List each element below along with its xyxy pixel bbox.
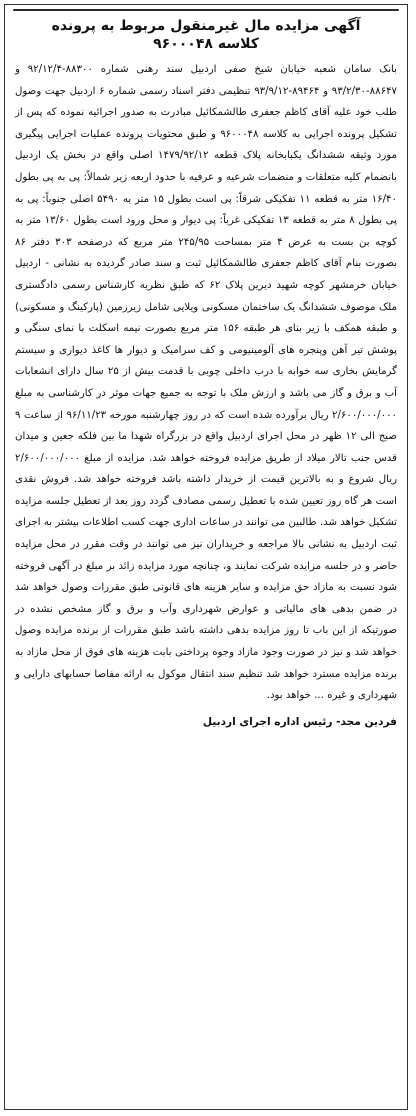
auction-notice — [4, 4, 408, 1110]
header-divider — [5, 5, 407, 15]
signature-line: فردین مجد- رئیس اداره اجرای اردبیل — [202, 715, 397, 728]
notice-title — [13, 17, 399, 53]
title-line-1: آگهی مزایده مال غیرمنقول مربوط به پرونده — [51, 18, 361, 34]
notice-body — [5, 53, 407, 711]
top-decorative-line — [13, 9, 399, 11]
title-line-2: کلاسه ۹۶۰۰۰۴۸ — [153, 36, 259, 52]
notice-paragraph: بانک سامان شعبه خیابان شیخ صفی اردبیل سند رهنی شماره ۸۸۳۰۰-۹۲/۱۲/۴ و ۸۸۶۴۷-۹۳/۲/۳۰ و ۸۹۴۶۴-۹۳/۹/۱۲ تنظیمی دفتر اسناد رسمی شماره ۶ اردبیل جهت وصول طلب خود علیه آقای کاظم جعفری طالشمکائیل مبادرت به صدور اجرائیه نموده که پس از تشکیل پرونده اجرایی به کلاسه ۹۶۰۰۰۴۸ و طبق محتویات پرونده عملیات اجرایی پیگیری مورد وثیقه ششدانگ یکبابخانه پلاک قطعه ۱۴۷۹/۹۲/۱۲ اصلی واقع در بخش یک اردبیل بانضمام کلیه متعلقات و منضمات شرعیه و عرفیه با حدود اربعه زیر شمالاً: پی به پی بطول ۱۶/۴۰ متر به قطعه ۱۱ تفکیکی شرقاً: پی است بطول ۱۵ متر به ۵۴۹۰ اصلی جنوباً: پی به پی بطول ۸ متر به قطعه ۱۳ تفکیکی غرباً: پی دیوار و محل ورود است بطول ۱۳/۶۰ متر به کوچه بن بست به عرض ۴ متر بمساحت ۲۴۵/۹۵ متر مربع که درصفحه ۳۰۳ دفتر ۸۶ بصورت بنام آقای کاظم جعفری طالشمکائیل ثبت و سند صادر گردیده به نشانی - اردبیل خیابان خرمشهر کوچه شهید دیرین پلاک ۶۲ که طبق نظریه کارشناس رسمی دادگستری ملک موصوف ششدانگ یک ساختمان مسکونی ویلایی شامل زیرزمین (پارکینگ و مسکونی) و طبقه همکف با زیر بنای هر طبقه ۱۵۶ متر مربع بصورت نیمه اسکلت با نمای سنگی و پوشش تیر آهن وپنجره های آلومینیومی و کف سرامیک و دیوار ها کاغذ دیواری و سیستم گرمایش بخاری سه خوابه با درب داخلی چوبی با قدمت بیش از ۲۵ سال دارای انشعابات آب و برق و گاز می باشد و ارزش ملک با توجه به جمیع جهات موثر در کارشناسی به مبلغ ۲/۶۰۰/۰۰۰/۰۰۰ ریال برآورده شده است که در روز چهارشنبه مورخه ۹۶/۱۱/۲۳ از ساعت ۹ صبح الی ۱۲ ظهر در محل اجرای اردبیل واقع در بزرگراه شهدا ما بین فلکه جعین و میدان قدس جنب تالار میلاد از طریق مزایده فروخته خواهد شد. مزایده از مبلغ ۲/۶۰۰/۰۰۰/۰۰۰ ریال شروع و به بالاترین قیمت از خریدار داشته باشد فروخته خواهد شد. فروش نقدی است هر گاه روز تعیین شده با تعطیل رسمی مصادف گردد روز بعد از تعطیل جلسه مزایده تشکیل خواهد شد. طالبین می توانند در ساعات اداری جهت کسب اطلاعات بیشتر به اجرای ثبت اردبیل به نشانی بالا مراجعه و خریداران نیز می توانند در وقت مقرر در محل مزایده حاضر و در جلسه مزایده شرکت نمایند و، چنانچه مورد مزایده زائد بر مبلغ در آگهی فروخته شود نسبت به مازاد حق مزایده و سایر هزینه های قانونی طبق مقررات وصول خواهد شد در ضمن بدهی های مالیاتی و عوارض شهرداری وآب و برق و گاز مشخص نشده در صورتیکه از این باب تا روز مزایده بدهی داشته باشد طبق مقررات از برنده مزایده وصول خواهد شد و نیز در صورت وجود مازاد وجوه پرداختی بابت هزینه های فوق از محل مازاد به برنده مزایده مسترد خواهد شد تنظیم سند انتقال موکول به ارائه مفاصا حسابهای دارایی و شهرداری و غیره ... خواهد بود. — [15, 64, 398, 702]
